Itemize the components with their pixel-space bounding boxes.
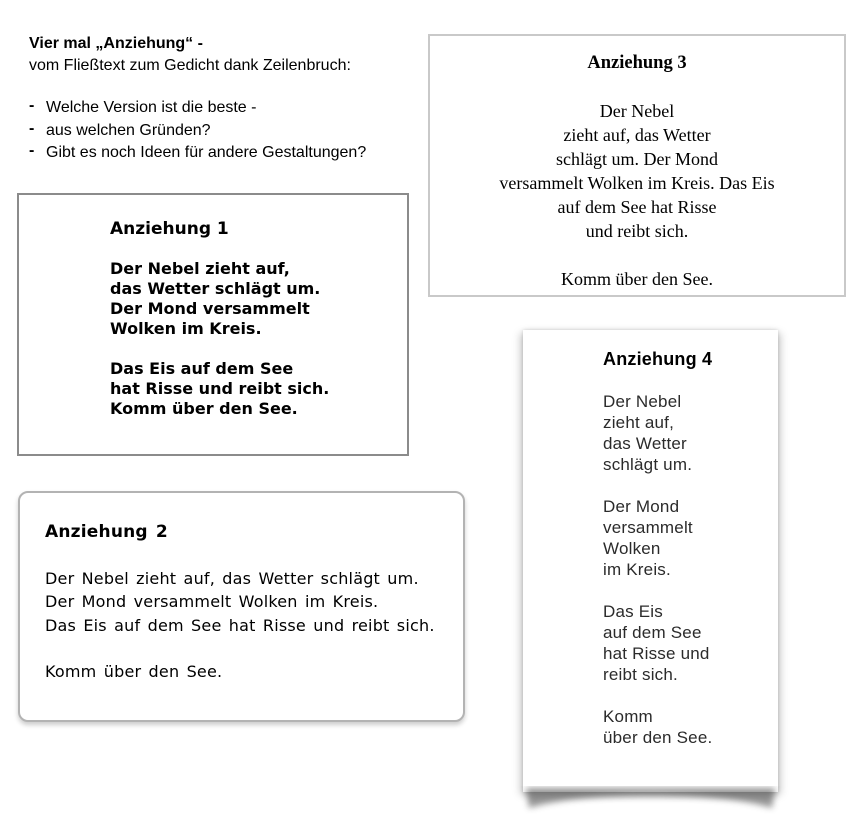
poem-line: Komm über den See. (110, 399, 298, 418)
stanza-gap (603, 580, 778, 601)
page-title: Vier mal „Anziehung“ - (29, 35, 203, 52)
poem-line: Der Mond versammelt (110, 299, 310, 318)
poem-line: über den See. (603, 728, 713, 747)
poem-line: hat Risse und reibt sich. (110, 379, 330, 398)
stanza-gap (430, 243, 844, 267)
anziehung-1-box (17, 193, 409, 456)
poem-line: Der Nebel (603, 392, 682, 411)
poem-line: und reibt sich. (585, 221, 689, 241)
question-text: Welche Version ist die beste - (46, 99, 257, 116)
poem-line: im Kreis. (603, 560, 671, 579)
question-item (29, 120, 366, 143)
poem-line: zieht auf, (603, 413, 674, 432)
poem-line: Wolken im Kreis. (110, 319, 262, 338)
question-item (29, 97, 366, 120)
anziehung-2-box (18, 491, 465, 722)
question-text: aus welchen Gründen? (46, 121, 211, 139)
poem-line: auf dem See (603, 623, 702, 642)
stanza-gap (603, 475, 778, 496)
poem-line: Wolken (603, 539, 661, 558)
poem-line: versammelt (603, 518, 693, 537)
poem-line: das Wetter (603, 434, 687, 453)
anziehung-3-box (428, 34, 846, 297)
poem-line: Der Nebel zieht auf, (110, 259, 290, 278)
poem-line: schlägt um. (603, 455, 693, 474)
poem-line: Das Eis auf dem See (110, 359, 294, 378)
poem-line: Komm (603, 707, 653, 726)
anziehung-3-title: Anziehung 3 (587, 53, 687, 73)
poem-line: Der Nebel (599, 101, 675, 121)
poem-line: zieht auf, das Wetter (563, 125, 711, 145)
poem-line: das Wetter schlägt um. (110, 279, 321, 298)
poem-line: versammelt Wolken im Kreis. Das Eis (499, 173, 775, 193)
stanza-gap (110, 339, 399, 359)
question-text: Gibt es noch Ideen für andere Gestaltungen? (46, 144, 367, 161)
poem-line: reibt sich. (603, 665, 678, 684)
poem-line: hat Risse und (603, 644, 710, 663)
dash-bullet-icon: - (29, 119, 35, 137)
page-curl-shadow (514, 786, 787, 822)
question-list (29, 97, 366, 165)
dash-bullet-icon: - (29, 97, 35, 114)
poem-line: Das Eis (603, 602, 663, 621)
poem-line: schlägt um. Der Mond (556, 149, 718, 169)
question-item (29, 142, 366, 165)
stanza-gap (603, 685, 778, 706)
poem-line: Komm über den See. (561, 269, 713, 289)
poem-line: Komm über den See. (45, 662, 223, 682)
anziehung-4-sheet (523, 330, 778, 792)
poem-line: Der Nebel zieht auf, das Wetter schlägt um. (45, 569, 419, 588)
anziehung-4-title: Anziehung 4 (603, 349, 713, 369)
anziehung-1-title: Anziehung 1 (110, 219, 229, 239)
anziehung-2-title: Anziehung 2 (45, 522, 168, 542)
stanza-gap (45, 637, 463, 660)
poem-line: auf dem See hat Risse (557, 197, 717, 217)
poem-line: Das Eis auf dem See hat Risse und reibt sich. (45, 615, 435, 635)
header-block (29, 33, 366, 165)
poem-line: Der Mond (603, 497, 680, 516)
poem-line: Der Mond versammelt Wolken im Kreis. (45, 592, 379, 612)
dash-bullet-icon: - (29, 142, 35, 159)
page-subtitle: vom Fließtext zum Gedicht dank Zeilenbruch: (29, 57, 351, 74)
